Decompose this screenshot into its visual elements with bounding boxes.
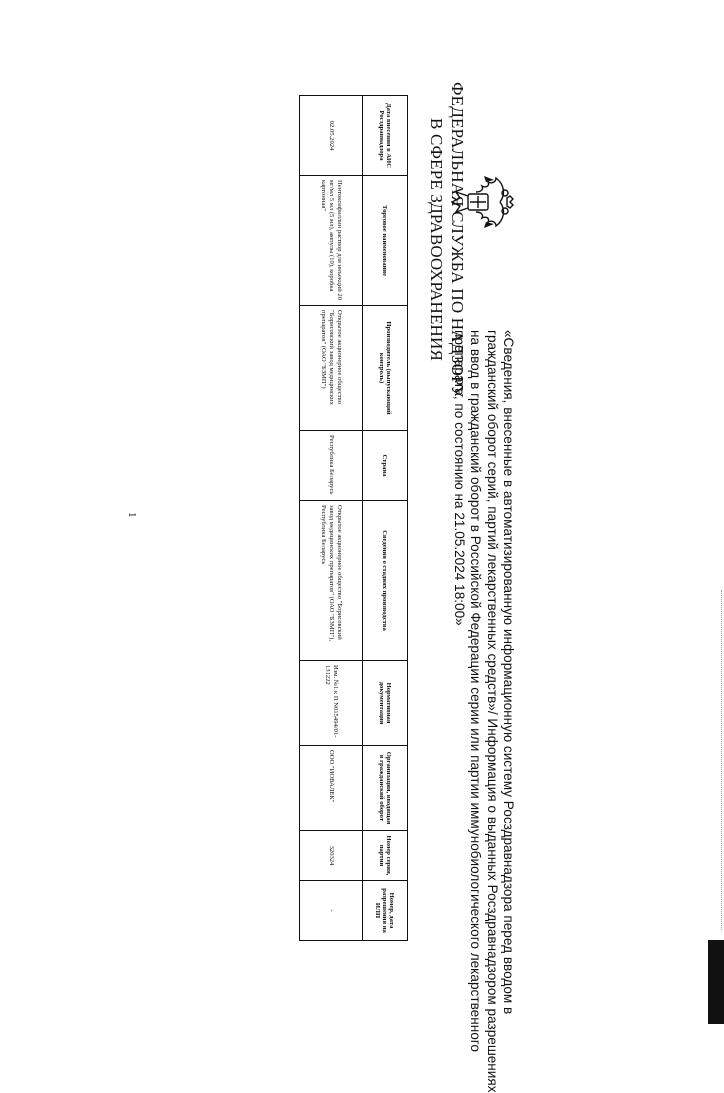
title-line: на ввод в гражданский оборот в Российской Федерации серии или партии иммунобиологического лекарственного	[468, 330, 484, 1052]
cell-production-stages: Открытое акционерное общество "Борисовский завод медицинских препаратов" (ОАО "БЗМП"), Республика Беларусь	[300, 501, 363, 661]
column-header: Номер, дата разрешения на ИЛП	[363, 881, 408, 941]
table-header-row	[363, 96, 408, 941]
title-line: гражданский оборот серий, партий лекарственных средств»/ Информация о выданных Росздравнадзором разрешениях	[484, 330, 500, 1093]
cell-batch-number: 320324	[300, 831, 363, 881]
scan-edge-marks	[717, 590, 722, 930]
agency-name-line2: В СФЕРЕ ЗДРАВООХРАНЕНИЯ	[427, 118, 446, 362]
agency-name-line1: ФЕДЕРАЛЬНАЯ СЛУЖБА ПО НАДЗОРУ	[448, 82, 467, 398]
cell-organization: ООО "ИОВАЛЕК"	[300, 746, 363, 831]
column-header: Сведения о стадиях производства	[363, 501, 408, 661]
cell-entry-date: 02.05.2024	[300, 96, 363, 176]
cell-country: Республика Беларусь	[300, 431, 363, 501]
column-header: Номер серии, партии	[363, 831, 408, 881]
page-number: 1	[126, 512, 138, 518]
cell-regulatory-doc: Изм. №1 к П N015494/01-131222	[300, 661, 363, 746]
cell-manufacturer: Открытое акционерное общество "Борисовский завод медицинских препаратов" (ОАО "БЗМП")	[300, 306, 363, 431]
cell-trade-name: Пентоксифиллин раствор для инъекций 20 мг/мл 5 мл (5 мл), ампулы (10), коробка картонная"	[300, 176, 363, 306]
title-line: препарата, по состоянию на 21.05.2024 18:00»	[451, 330, 467, 626]
cell-permit-number: -	[300, 881, 363, 941]
column-header: Торговое наименование	[363, 176, 408, 306]
table-row	[300, 96, 363, 941]
column-header: Дата внесения в АИС Росздравнадзора	[363, 96, 408, 176]
column-header: Нормативная документация	[363, 661, 408, 746]
scan-edge-bar	[708, 940, 724, 1024]
column-header: Страна	[363, 431, 408, 501]
release-info-table	[299, 95, 408, 941]
document-title	[450, 330, 516, 1093]
title-line: «Сведения, внесенные в автоматизированную информационную систему Росздравнадзора перед вводом в	[501, 330, 516, 1015]
column-header: Производитель (выпускающий контроль)	[363, 306, 408, 431]
column-header: Организация, вводящая в гражданский оборот	[363, 746, 408, 831]
